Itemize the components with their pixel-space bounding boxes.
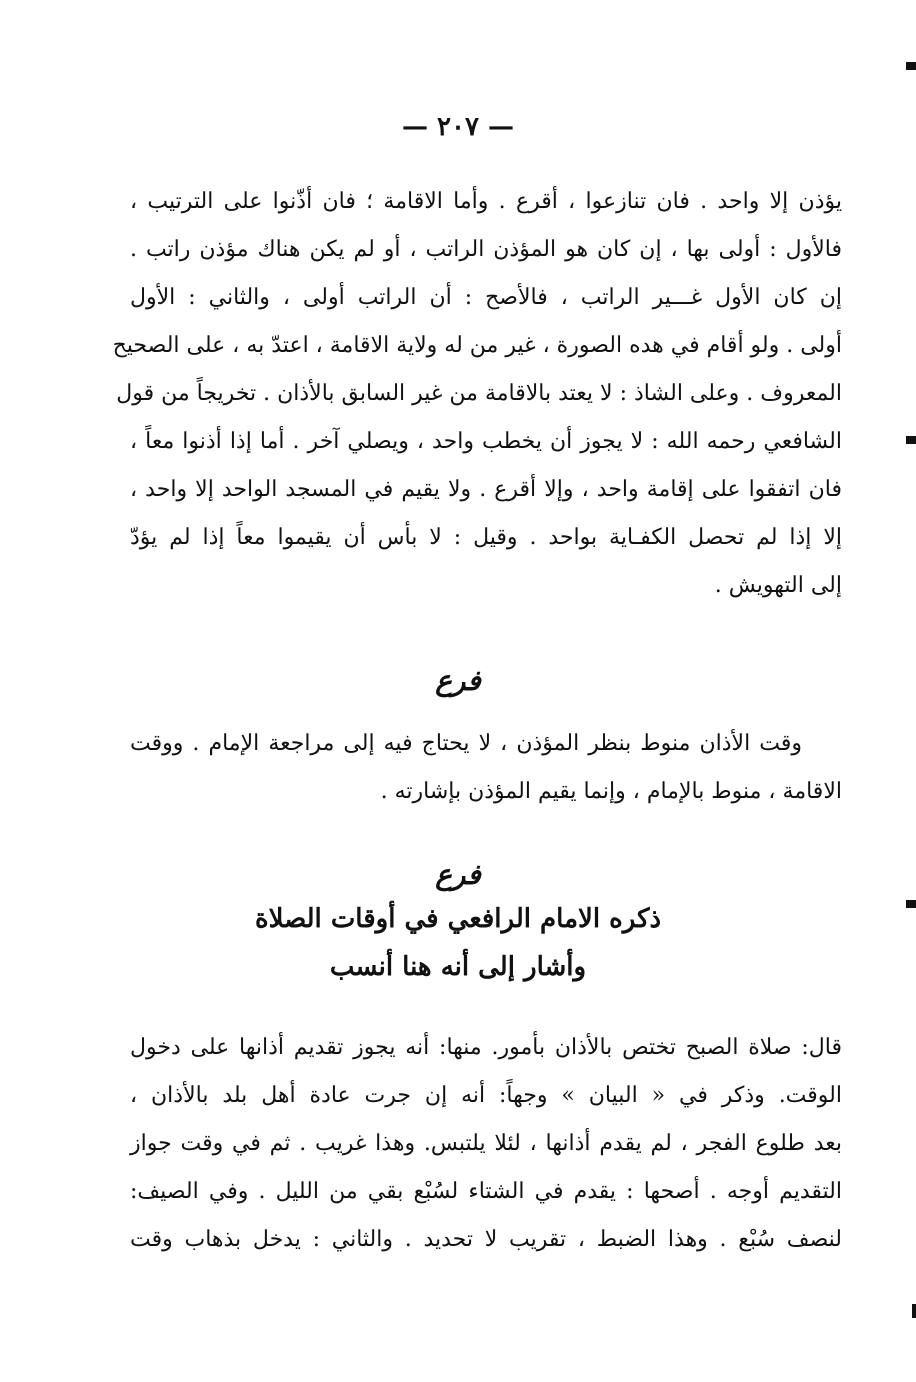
text-line: الوقت. وذكر في « البيان » وجهاً: أنه إن جرت عادة أهل بلد بالأذان ، (130, 1083, 842, 1108)
paragraph-2 (130, 720, 842, 816)
paragraph-3 (130, 1024, 842, 1264)
text-line: إلى التهويش . (714, 573, 842, 598)
text-line: أولى . ولو أقام في هده الصورة ، غير من له ولاية الاقامة ، اعتدّ به ، على الصحيح (112, 333, 842, 358)
text-line: بعد طلوع الفجر ، لم يقدم أذانها ، لئلا يلتبس. وهذا غريب . ثم في وقت جواز (130, 1131, 842, 1156)
page-edge-mark (906, 436, 916, 444)
text-line: لنصف سُبْع . وهذا الضبط ، تقريب لا تحديد . والثاني : يدخل بذهاب وقت (130, 1227, 842, 1252)
text-line: المعروف . وعلى الشاذ : لا يعتد بالاقامة من غير السابق بالأذان . تخريجاً من قول (116, 381, 842, 406)
section-heading-far: فرع (435, 858, 481, 891)
text-line: وقت الأذان منوط بنظر المؤذن ، لا يحتاج فيه إلى مراجعة الإمام . ووقت (130, 731, 802, 756)
text-line: إن كان الأول غـــير الراتب ، فالأصح : أن الراتب أولى ، والثاني : الأول (130, 285, 842, 310)
page-edge-mark (912, 1304, 916, 1318)
text-line: الاقامة ، منوط بالإمام ، وإنما يقيم المؤذن بإشارته . (380, 779, 842, 804)
section-subheading: ذكره الامام الرافعي في أوقات الصلاة (254, 904, 662, 934)
page-number: — ٢٠٧ — (401, 112, 515, 142)
section-heading-far: فرع (435, 664, 481, 697)
text-line: فالأول : أولى بها ، إن كان هو المؤذن الراتب ، أو لم يكن هناك مؤذن راتب . (130, 237, 843, 262)
text-line: التقديم أوجه . أصحها : يقدم في الشتاء لسُبْع بقي من الليل . وفي الصيف: (130, 1179, 842, 1204)
text-line: الشافعي رحمه الله : لا يجوز أن يخطب واحد ، ويصلي آخر . أما إذا أذنوا معاً ، (130, 429, 842, 454)
page-edge-mark (906, 62, 916, 70)
page-edge-mark (906, 900, 916, 908)
text-line: إلا إذا لم تحصل الكفـاية بواحد . وقيل : لا بأس أن يقيموا معاً إذا لم يؤدّ (130, 525, 842, 550)
text-line: يؤذن إلا واحد . فان تنازعوا ، أقرع . وأما الاقامة ؛ فان أذّنوا على الترتيب ، (130, 189, 842, 214)
paragraph-1 (112, 178, 843, 610)
section-subheading: وأشار إلى أنه هنا أنسب (329, 952, 587, 982)
text-line: فان اتفقوا على إقامة واحد ، وإلا أقرع . ولا يقيم في المسجد الواحد إلا واحد ، (130, 477, 842, 502)
text-line: قال: صلاة الصبح تختص بالأذان بأمور. منها: أنه يجوز تقديم أذانها على دخول (130, 1035, 842, 1060)
